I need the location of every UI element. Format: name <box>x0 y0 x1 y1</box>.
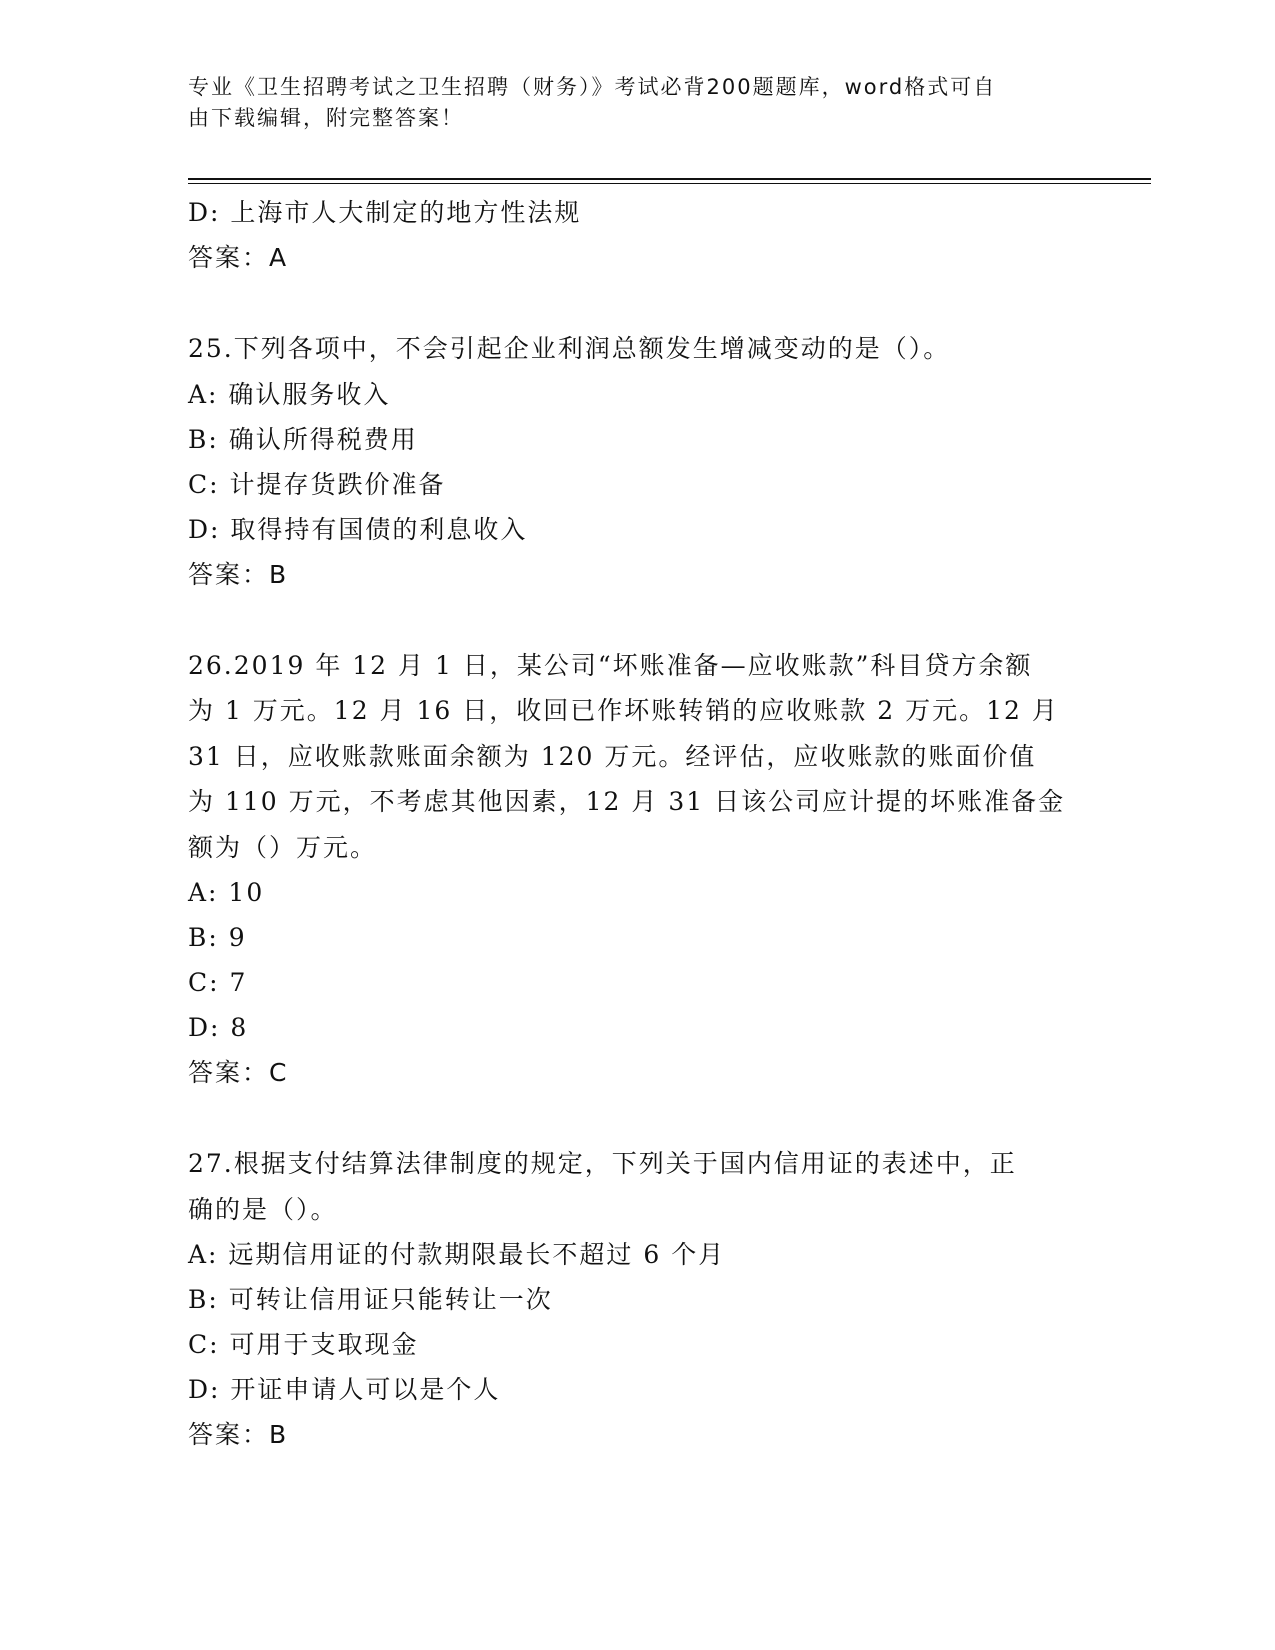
option-d: D: 8 <box>188 1013 249 1042</box>
option-d: D: 开证申请人可以是个人 <box>188 1375 501 1404</box>
answer: 答案：B <box>188 559 289 589</box>
question-25 <box>188 326 1088 597</box>
question-stem-line: 27.根据支付结算法律制度的规定，下列关于国内信用证的表述中，正 <box>188 1149 1017 1178</box>
question-stem-line: 额为（）万元。 <box>188 832 378 862</box>
header-divider-thin <box>188 183 1151 184</box>
question-stem-line: 为 1 万元。12 月 16 日，收回已作坏账转销的应收账款 2 万元。12 月 <box>188 696 1059 725</box>
option-c: C: 7 <box>188 968 248 997</box>
header-line-2: 由下载编辑，附完整答案！ <box>188 106 464 130</box>
question-stem-line: 26.2019 年 12 月 1 日，某公司“坏账准备—应收账款”科目贷方余额 <box>188 650 1033 680</box>
question-stem-line: 31 日，应收账款账面余额为 120 万元。经评估，应收账款的账面价值 <box>188 741 1037 771</box>
previous-question-option-d: D: 上海市人大制定的地方性法规 <box>188 198 582 227</box>
option-a: A: 10 <box>188 878 265 907</box>
option-a: A: 远期信用证的付款期限最长不超过 6 个月 <box>188 1240 726 1269</box>
option-c: C: 计提存货跌价准备 <box>188 469 446 499</box>
question-list <box>188 190 1088 1457</box>
question-26 <box>188 643 1088 1096</box>
option-a: A: 确认服务收入 <box>188 379 391 409</box>
option-d: D: 取得持有国债的利息收入 <box>188 514 528 544</box>
document-header <box>188 72 1068 134</box>
question-stem-line: 为 110 万元，不考虑其他因素，12 月 31 日该公司应计提的坏账准备金 <box>188 787 1066 816</box>
header-line-1: 专业《卫生招聘考试之卫生招聘（财务）》考试必背200题题库，word格式可自 <box>188 75 997 99</box>
question-stem-line: 确的是（）。 <box>188 1194 338 1224</box>
answer: 答案：B <box>188 1420 289 1449</box>
option-b: B: 9 <box>188 923 247 952</box>
answer: 答案：C <box>188 1058 289 1087</box>
option-b: B: 确认所得税费用 <box>188 424 418 454</box>
option-b: B: 可转让信用证只能转让一次 <box>188 1285 553 1314</box>
header-divider-thick <box>188 178 1151 180</box>
question-stem-line: 25.下列各项中，不会引起企业利润总额发生增减变动的是（）。 <box>188 334 951 363</box>
option-c: C: 可用于支取现金 <box>188 1330 419 1359</box>
previous-question-answer: 答案：A <box>188 243 289 272</box>
question-27 <box>188 1141 1088 1457</box>
